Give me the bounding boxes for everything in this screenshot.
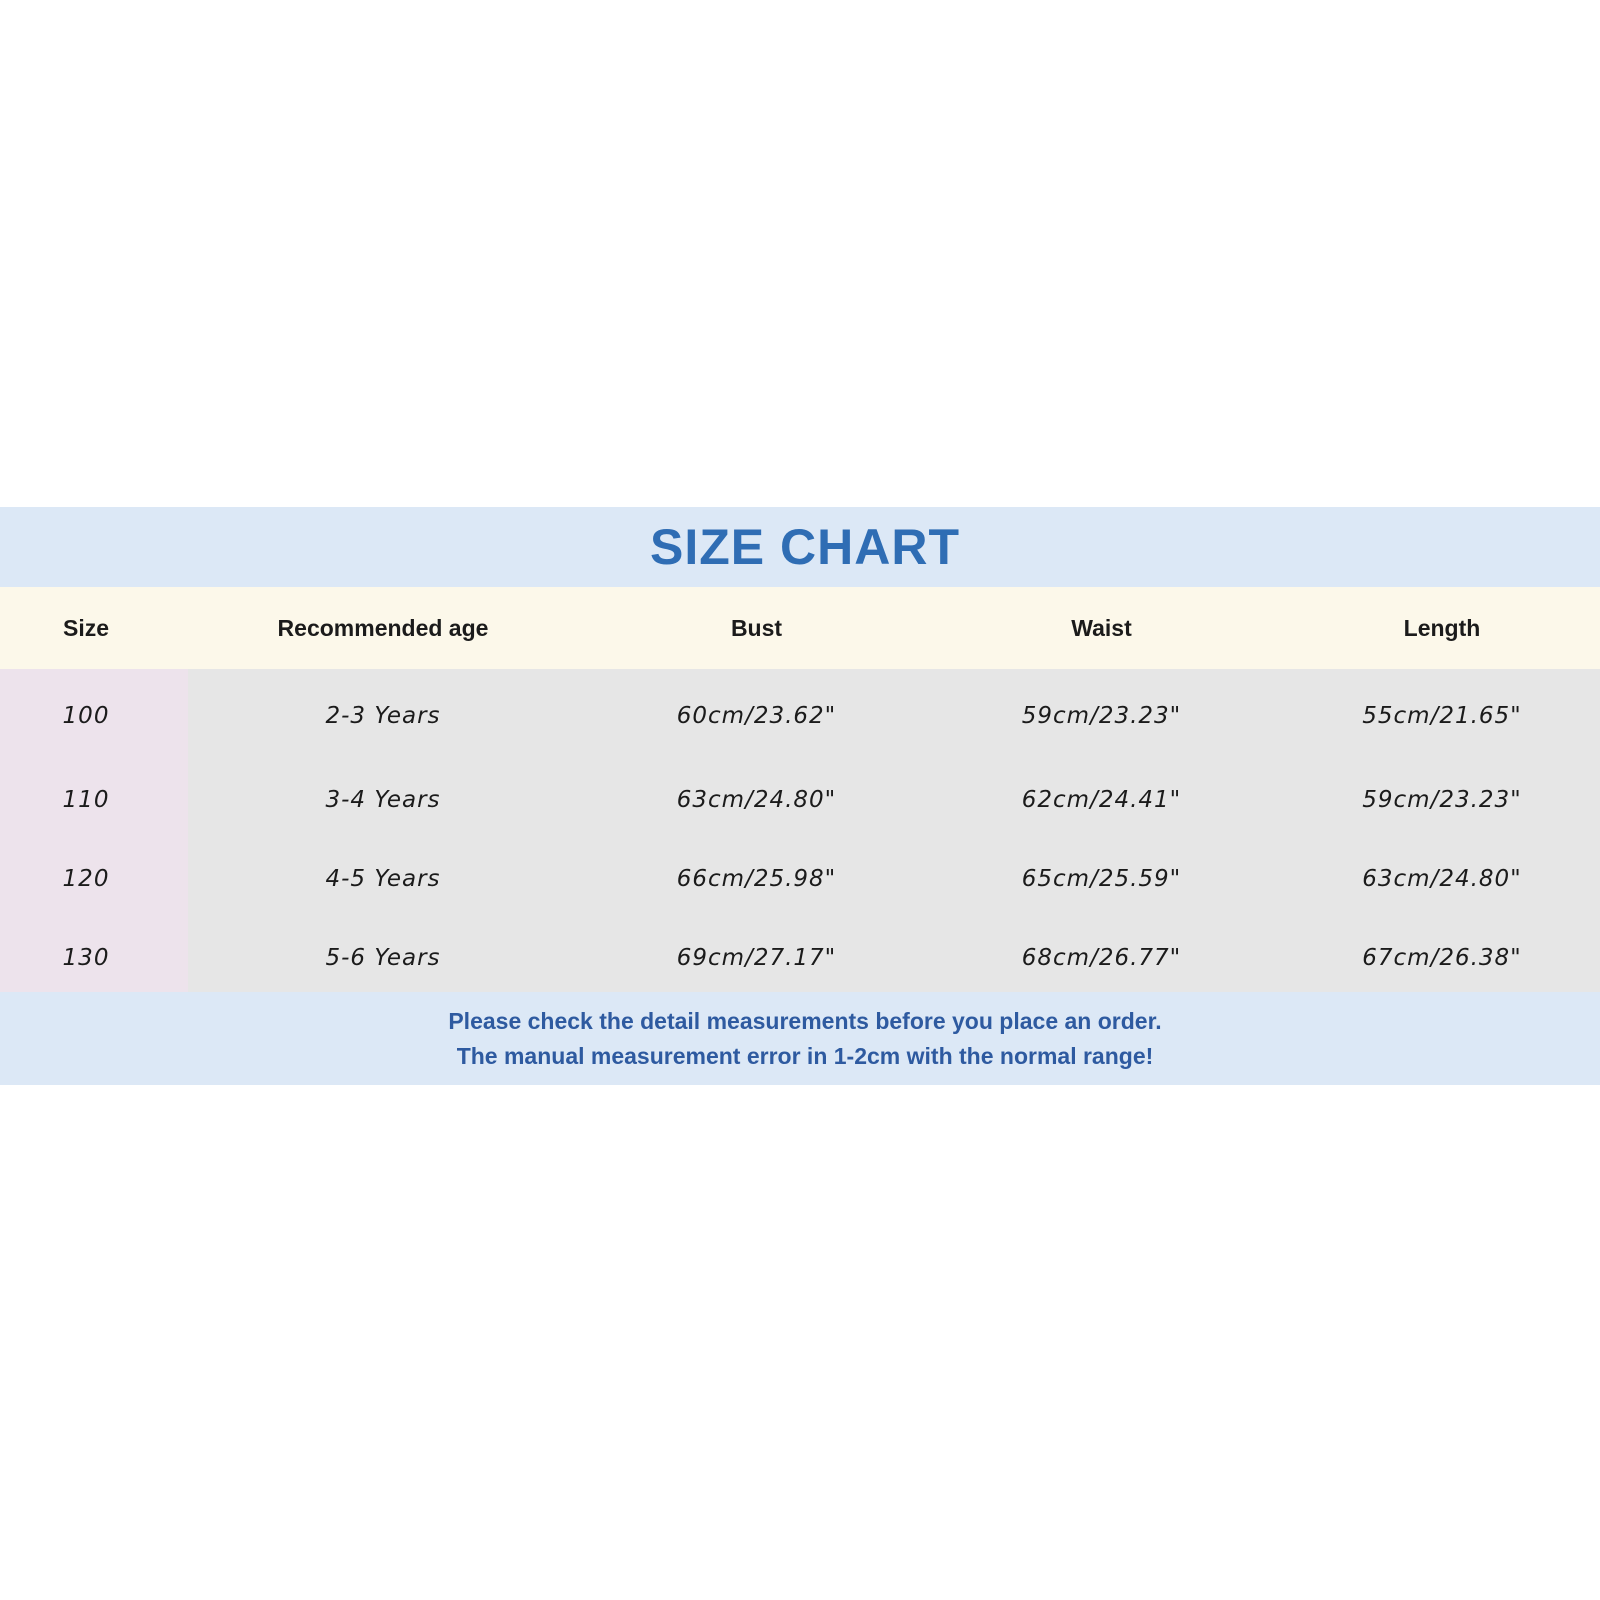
cell-size: 130 xyxy=(62,945,110,971)
cell-length: 63cm/24.80" xyxy=(1362,866,1522,892)
notes-band xyxy=(0,992,1600,1085)
header-bust: Bust xyxy=(730,614,783,641)
cell-waist: 68cm/26.77" xyxy=(1021,945,1182,971)
table-row xyxy=(0,859,1600,899)
cell-waist: 65cm/25.59" xyxy=(1021,866,1182,892)
cell-age: 2-3 Years xyxy=(325,703,441,729)
note-measurement-error: The manual measurement error in 1-2cm with the normal range! xyxy=(456,1042,1154,1069)
cell-bust: 69cm/27.17" xyxy=(676,945,837,971)
table-header-row xyxy=(0,587,1600,669)
cell-bust: 63cm/24.80" xyxy=(676,787,837,813)
cell-age: 4-5 Years xyxy=(325,866,441,892)
table-row xyxy=(0,780,1600,820)
header-length: Length xyxy=(1403,614,1481,641)
cell-waist: 62cm/24.41" xyxy=(1021,787,1182,813)
cell-length: 55cm/21.65" xyxy=(1362,703,1522,729)
header-waist: Waist xyxy=(1071,614,1132,641)
cell-size: 100 xyxy=(62,703,110,729)
table-row xyxy=(0,938,1600,978)
cell-size: 110 xyxy=(62,787,110,813)
note-check-measurements: Please check the detail measurements before you place an order. xyxy=(448,1007,1162,1034)
cell-size: 120 xyxy=(62,866,110,892)
cell-length: 67cm/26.38" xyxy=(1362,945,1522,971)
cell-age: 5-6 Years xyxy=(325,945,441,971)
cell-length: 59cm/23.23" xyxy=(1362,787,1522,813)
title-band xyxy=(0,507,1600,587)
header-size: Size xyxy=(62,614,110,641)
chart-title: SIZE CHART xyxy=(650,519,960,575)
cell-age: 3-4 Years xyxy=(325,787,441,813)
cell-waist: 59cm/23.23" xyxy=(1021,703,1182,729)
cell-bust: 60cm/23.62" xyxy=(676,703,837,729)
table-row xyxy=(0,696,1600,736)
cell-bust: 66cm/25.98" xyxy=(676,866,837,892)
table-body xyxy=(0,669,1600,992)
size-chart xyxy=(0,507,1600,1085)
header-recommended-age: Recommended age xyxy=(277,614,489,641)
